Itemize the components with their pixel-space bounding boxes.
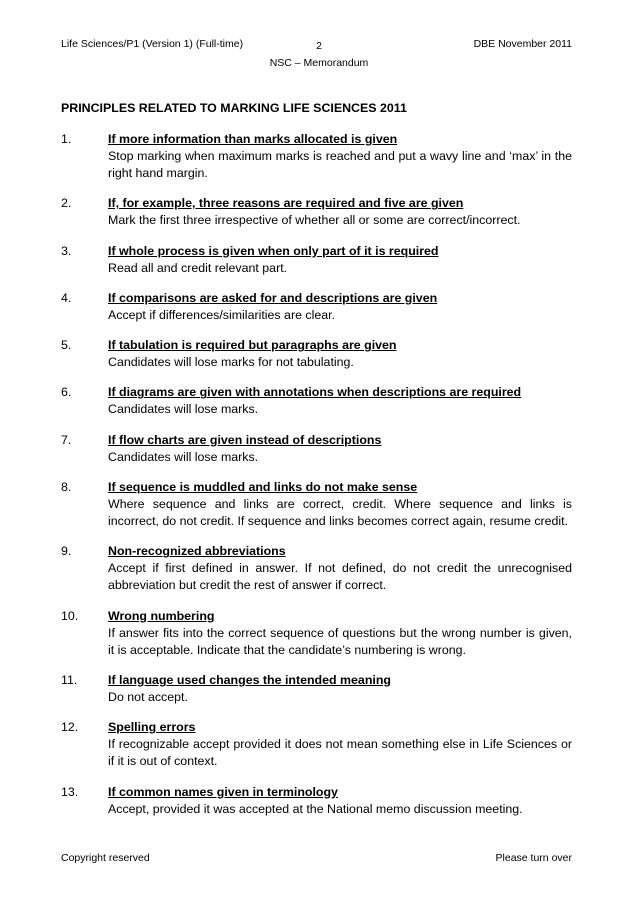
list-item — [61, 337, 572, 371]
item-number: 7. — [61, 432, 72, 447]
list-item — [61, 290, 572, 324]
item-number: 4. — [61, 290, 72, 305]
list-item — [61, 479, 572, 530]
footer-copyright: Copyright reserved — [61, 852, 150, 864]
item-number: 1. — [61, 132, 72, 146]
item-text: Do not accept. — [108, 689, 188, 704]
item-heading: If common names given in terminology — [108, 784, 338, 799]
list-item — [61, 432, 572, 466]
item-heading: If whole process is given when only part of it is required — [108, 243, 439, 258]
item-text: If recognizable accept provided it does not mean something else in Life Sciences or if it is out of context. — [108, 737, 572, 769]
item-text: Accept if first defined in answer. If not defined, do not credit the unrecognised abbreviation but credit the rest of answer if correct. — [108, 561, 572, 593]
item-heading: If more information than marks allocated is given — [108, 132, 398, 146]
list-item — [61, 784, 572, 818]
item-text: Candidates will lose marks. — [108, 449, 259, 464]
page-number: 2 — [316, 40, 322, 52]
list-item — [61, 195, 572, 229]
item-heading: If tabulation is required but paragraphs are given — [108, 338, 397, 353]
item-number: 5. — [61, 338, 72, 353]
item-text: Accept, provided it was accepted at the National memo discussion meeting. — [108, 801, 523, 816]
header-left: Life Sciences/P1 (Version 1) (Full-time) — [61, 38, 244, 50]
item-number: 10. — [61, 608, 79, 623]
item-heading: If sequence is muddled and links do not make sense — [108, 480, 418, 495]
item-number: 13. — [61, 784, 79, 799]
item-text: Read all and credit relevant part. — [108, 260, 288, 275]
item-text: If answer fits into the correct sequence of questions but the wrong number is given, it is acceptable. Indicate that the candidate’s numbering is wrong. — [108, 625, 572, 657]
item-text: Where sequence and links are correct, credit. Where sequence and links is incorrect, do not credit. If sequence and links becomes correct again, resume credit. — [108, 497, 572, 529]
item-text: Stop marking when maximum marks is reached and put a wavy line and ‘max’ in the right hand margin. — [108, 149, 572, 180]
item-number: 6. — [61, 385, 72, 400]
header-subtitle: NSC – Memorandum — [269, 57, 369, 69]
item-number: 12. — [61, 720, 79, 735]
footer-turn-over: Please turn over — [495, 852, 572, 864]
list-item — [61, 608, 572, 659]
page-title: PRINCIPLES RELATED TO MARKING LIFE SCIENCES 2011 — [61, 101, 407, 115]
list-item — [61, 543, 572, 594]
item-heading: If diagrams are given with annotations when descriptions are required — [108, 385, 522, 400]
item-number: 11. — [61, 672, 78, 687]
item-heading: Spelling errors — [108, 720, 196, 735]
list-item — [61, 672, 572, 706]
item-text: Candidates will lose marks. — [108, 402, 259, 417]
item-text: Mark the first three irrespective of whether all or some are correct/incorrect. — [108, 213, 521, 228]
list-item — [61, 131, 572, 182]
principles-list — [61, 131, 572, 831]
item-text: Accept if differences/similarities are clear. — [108, 307, 336, 322]
list-item — [61, 243, 572, 277]
item-text: Candidates will lose marks for not tabulating. — [108, 355, 354, 370]
item-heading: If comparisons are asked for and descriptions are given — [108, 290, 438, 305]
item-heading: Non-recognized abbreviations — [108, 544, 286, 559]
item-heading: If, for example, three reasons are required and five are given — [108, 196, 464, 211]
list-item — [61, 719, 572, 770]
item-number: 3. — [61, 243, 72, 258]
item-heading: If language used changes the intended meaning — [108, 672, 391, 687]
list-item — [61, 384, 572, 418]
item-number: 2. — [61, 196, 72, 211]
item-number: 8. — [61, 480, 72, 495]
header-right: DBE November 2011 — [473, 38, 572, 50]
item-heading: Wrong numbering — [108, 608, 215, 623]
item-heading: If flow charts are given instead of descriptions — [108, 432, 382, 447]
item-number: 9. — [61, 544, 72, 559]
